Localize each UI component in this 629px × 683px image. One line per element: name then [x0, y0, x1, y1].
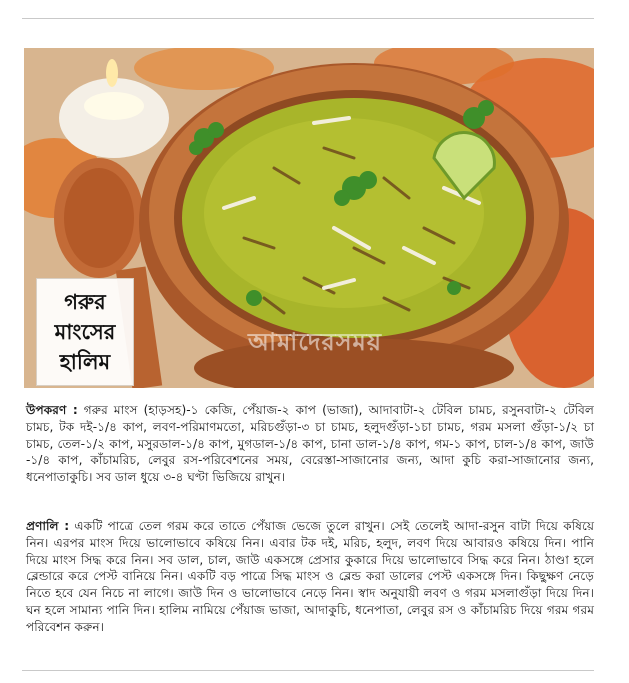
recipe-title [36, 278, 134, 386]
method-paragraph [26, 518, 594, 636]
method-label: প্রণালি : [26, 519, 70, 533]
method-text: একটি পাত্রে তেল গরম করে তাতে পেঁয়াজ ভেজে তুলে রাখুন। সেই তেলেই আদা-রসুন বাটা দিয়ে কষিয়ে নিন। এরপর মাংস দিয়ে ভালোভাবে কষিয়ে নিন। এবার টক দই, মরিচ, হলুদ, লবণ দিয়ে আবারও কষিয়ে দিন। পানি দিয়ে মাংস সিদ্ধ করে নিন। সব ডাল, চাল, জাউ একসঙ্গে প্রেসার কুকারে দিয়ে ভালোভাবে সিদ্ধ করে নিন। ঠাণ্ডা হলে ব্লেন্ডারে করে পেস্ট বানিয়ে নিন। একটি বড় পাত্রে সিদ্ধ মাংস ও ব্লেন্ড করা ডালের পেস্ট একসঙ্গে দিন। কিছুক্ষণ নেড়ে নিতে হবে যেন নিচে না লাগে। জাউ দিন ও ভালোভাবে নেড়ে নিন। স্বাদ অনুযায়ী লবণ ও গরম মসলাগুঁড়া দিয়ে দিন। ঘন হলে সামান্য পানি দিন। হালিম নামিয়ে পেঁয়াজ ভাজা, আদাকুচি, ধনেপাতা, লেবুর রস ও কাঁচামরিচ দিয়ে গরম গরম পরিবেশন করুন। [26, 519, 595, 634]
ingredients-label: উপকরণ : [26, 403, 78, 417]
title-line-3: হালিম [59, 349, 111, 374]
ingredients-paragraph [26, 402, 594, 486]
bottom-rule [22, 670, 594, 671]
ingredients-text: গরুর মাংস (হাড়সহ)-১ কেজি, পেঁয়াজ-২ কাপ (ভাজা), আদাবাটা-২ টেবিল চামচ, রসুনবাটা-২ টেবিল চামচ, টক দই-১/৪ কাপ, লবণ-পরিমাণমতো, মরিচগুঁড়া-৩ চা চামচ, হলুদগুঁড়া-১চা চামচ, গরম মসলা গুঁড়া-১/২ চা চামচ, তেল-১/২ কাপ, মসুরডাল-১/৪ কাপ, মুগডাল-১/৪ কাপ, চানা ডাল-১/৪ কাপ, গম-১ কাপ, চাল-১/৪ কাপ, জাউ -১/৪ কাপ, কাঁচামরিচ, লেবুর রস-পরিবেশনের সময়, বেরেস্তা-সাজানোর জন্য, আদা কুচি করা-সাজানোর জন্য, ধনেপাতাকুচি। সব ডাল ধুয়ে ৩-৪ ঘণ্টা ভিজিয়ে রাখুন। [26, 403, 595, 485]
watermark: আমাদেরসময় [247, 327, 383, 356]
top-rule [22, 18, 594, 19]
title-line-2: মাংসের [54, 319, 116, 344]
title-line-1: গরুর [64, 289, 106, 314]
